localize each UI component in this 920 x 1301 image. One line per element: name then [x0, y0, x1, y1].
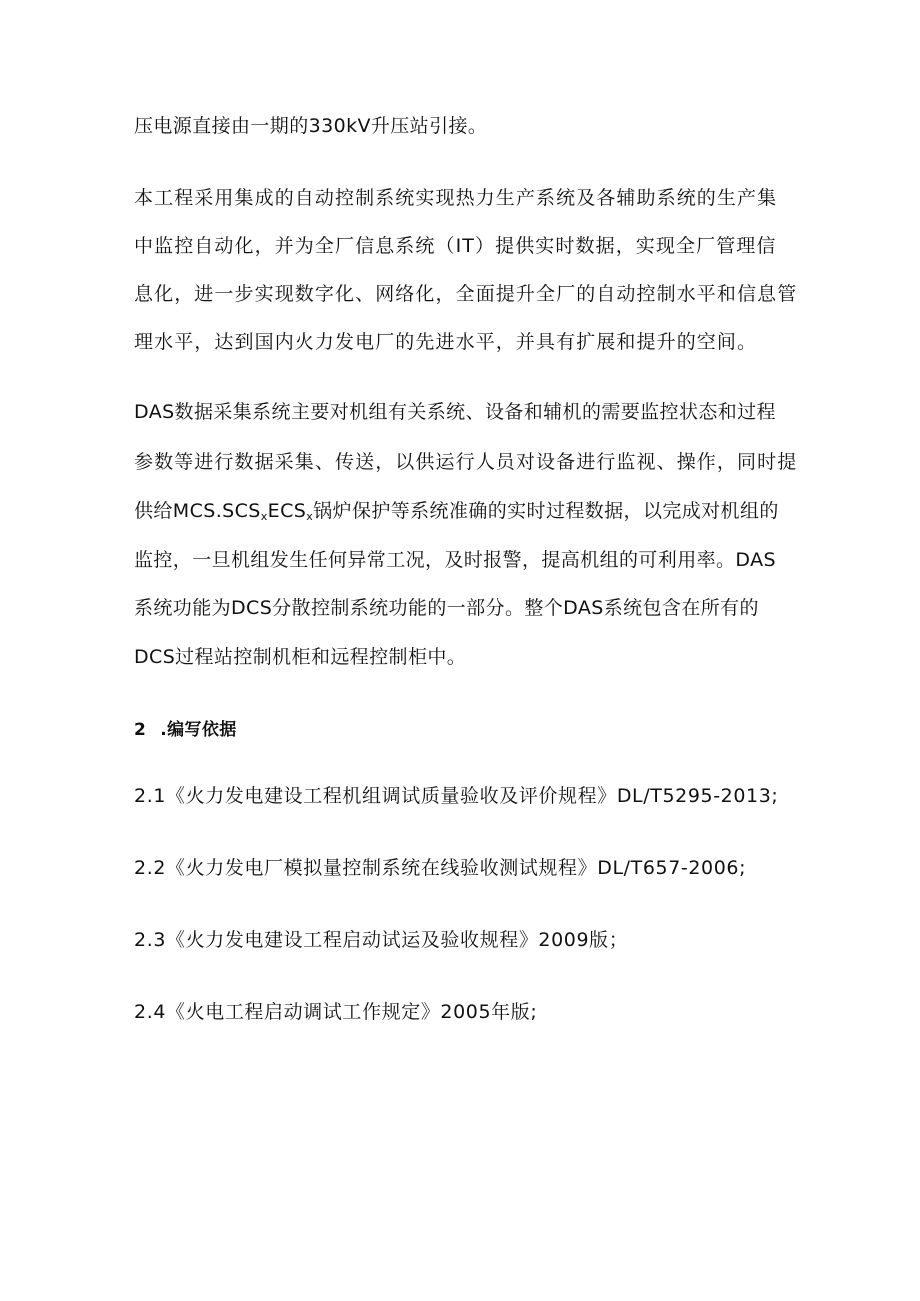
paragraph-3-line-6: DCS过程站控制机柜和远程控制柜中。: [134, 646, 467, 668]
paragraph-2-line-4: 理水平，达到国内火力发电厂的先进水平，并具有扩展和提升的空间。: [134, 331, 758, 353]
paragraph-3-line-1: DAS数据采集系统主要对机组有关系统、设备和辅机的需要监控状态和过程: [134, 401, 776, 423]
paragraph-2-line-3: 息化，进一步实现数字化、网络化，全面提升全厂的自动控制水平和信息管: [134, 283, 798, 305]
paragraph-3-line-3-part-a: 供给MCS.SCS: [134, 500, 261, 522]
reference-item: 2.1《火力发电建设工程机组调试质量验收及评价规程》DL/T5295-2013;: [134, 785, 779, 807]
paragraph-3-line-4: 监控，一旦机组发生任何异常工况，及时报警，提高机组的可利用率。DAS: [134, 549, 776, 571]
paragraph-2-line-1: 本工程采用集成的自动控制系统实现热力生产系统及各辅助系统的生产集: [134, 187, 778, 209]
reference-item: 2.3《火力发电建设工程启动试运及验收规程》2009版；: [134, 929, 629, 951]
section-2-heading: [134, 718, 237, 742]
paragraph-3-line-3-part-b: ECS: [267, 500, 307, 522]
section-2-title: .编写依据: [160, 720, 237, 740]
reference-item: 2.2《火力发电厂模拟量控制系统在线验收测试规程》DL/T657-2006;: [134, 857, 747, 879]
paragraph-1-line-1: 压电源直接由一期的330kV升压站引接。: [134, 115, 488, 137]
paragraph-3-line-3: [134, 499, 779, 523]
paragraph-3-line-3-part-c: 锅炉保护等系统准确的实时过程数据，以完成对机组的: [313, 500, 779, 522]
subscript-x-1: x: [260, 510, 268, 523]
section-2-number: 2: [134, 720, 147, 740]
paragraph-3-line-5: 系统功能为DCS分散控制系统功能的一部分。整个DAS系统包含在所有的: [134, 597, 759, 619]
reference-item: 2.4《火电工程启动调试工作规定》2005年版;: [134, 1001, 538, 1023]
subscript-x-2: x: [306, 510, 314, 523]
paragraph-3-line-2: 参数等进行数据采集、传送，以供运行人员对设备进行监视、操作，同时提: [134, 451, 798, 473]
paragraph-2-line-2: 中监控自动化，并为全厂信息系统（IT）提供实时数据，实现全厂管理信: [134, 235, 777, 257]
